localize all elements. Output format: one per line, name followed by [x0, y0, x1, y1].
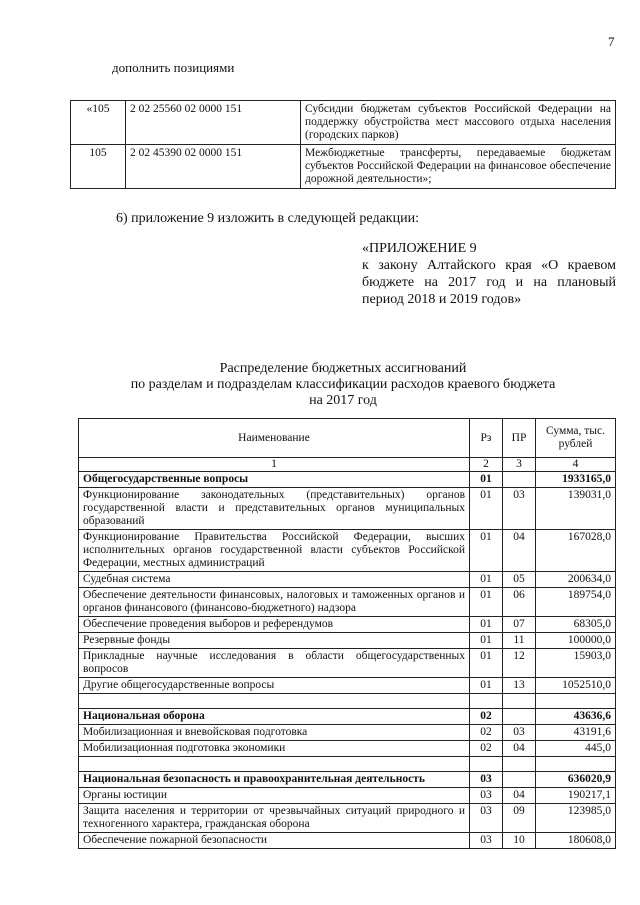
row-name: Обеспечение пожарной безопасности	[79, 833, 470, 849]
column-header-pr: ПР	[503, 419, 536, 458]
code-row-budget-code: 2 02 25560 02 0000 151	[126, 101, 301, 145]
row-name: Мобилизационная и вневойсковая подготовка	[79, 725, 470, 741]
row-subsection-code: 07	[503, 617, 536, 633]
row-subsection-code: 11	[503, 633, 536, 649]
document-title-line: на 2017 год	[309, 393, 377, 408]
annex-title: «ПРИЛОЖЕНИЕ 9	[362, 241, 477, 256]
row-name: Обеспечение проведения выборов и референдумов	[79, 617, 470, 633]
row-section-code	[470, 757, 503, 772]
row-section-code: 02	[470, 709, 503, 725]
row-section-code: 02	[470, 741, 503, 757]
amendment-item-6: 6) приложение 9 изложить в следующей редакции:	[116, 211, 419, 226]
row-section-code: 01	[470, 617, 503, 633]
row-name: Мобилизационная подготовка экономики	[79, 741, 470, 757]
table-row	[79, 741, 616, 757]
row-amount: 190217,1	[536, 788, 616, 804]
row-amount: 167028,0	[536, 530, 616, 572]
column-number: 1	[79, 458, 470, 472]
column-header-rz: Рз	[470, 419, 503, 458]
row-amount: 100000,0	[536, 633, 616, 649]
table-header-row	[79, 419, 616, 458]
code-row	[71, 101, 616, 145]
row-name	[79, 757, 470, 772]
row-name: Прикладные научные исследования в области общегосударственных вопросов	[79, 649, 470, 678]
row-section-code: 01	[470, 530, 503, 572]
row-amount	[536, 757, 616, 772]
row-subsection-code: 04	[503, 788, 536, 804]
row-subsection-code: 10	[503, 833, 536, 849]
table-row	[79, 788, 616, 804]
code-row	[71, 145, 616, 189]
row-section-code	[470, 694, 503, 709]
row-name: Обеспечение деятельности финансовых, налоговых и таможенных органов и органов финансового (финансово-бюджетного) надзора	[79, 588, 470, 617]
column-header-sum: Сумма, тыс. рублей	[536, 419, 616, 458]
row-subsection-code	[503, 472, 536, 488]
row-amount	[536, 694, 616, 709]
row-name: Функционирование законодательных (представительных) органов государственной власти и представительных органов муниципальных образований	[79, 488, 470, 530]
row-name: Функционирование Правительства Российской Федерации, высших исполнительных органов государственной власти субъектов Российской Федерации, местных администраций	[79, 530, 470, 572]
column-number: 2	[470, 458, 503, 472]
table-row	[79, 472, 616, 488]
row-section-code: 03	[470, 788, 503, 804]
row-subsection-code: 03	[503, 725, 536, 741]
row-subsection-code: 06	[503, 588, 536, 617]
row-subsection-code: 05	[503, 572, 536, 588]
row-subsection-code: 12	[503, 649, 536, 678]
row-name	[79, 694, 470, 709]
row-amount: 43636,6	[536, 709, 616, 725]
row-subsection-code: 09	[503, 804, 536, 833]
row-name: Общегосударственные вопросы	[79, 472, 470, 488]
row-amount: 68305,0	[536, 617, 616, 633]
row-name: Защита населения и территории от чрезвычайных ситуаций природного и техногенного характера, гражданская оборона	[79, 804, 470, 833]
table-row	[79, 725, 616, 741]
code-row-description: Субсидии бюджетам субъектов Российской Федерации на поддержку обустройства мест массового отдыха населения (городских парков)	[301, 101, 616, 145]
column-header-name: Наименование	[79, 419, 470, 458]
row-section-code: 01	[470, 678, 503, 694]
row-amount: 139031,0	[536, 488, 616, 530]
row-amount: 189754,0	[536, 588, 616, 617]
row-section-code: 01	[470, 572, 503, 588]
code-row-admin-code: 105	[71, 145, 126, 189]
row-amount: 200634,0	[536, 572, 616, 588]
table-row	[79, 633, 616, 649]
row-amount: 445,0	[536, 741, 616, 757]
row-subsection-code: 03	[503, 488, 536, 530]
row-name: Национальная безопасность и правоохранительная деятельность	[79, 772, 470, 788]
row-amount: 1052510,0	[536, 678, 616, 694]
budget-table-body	[79, 472, 616, 849]
code-row-description: Межбюджетные трансферты, передаваемые бюджетам субъектов Российской Федерации на финансовое обеспечение дорожной деятельности»;	[301, 145, 616, 189]
annex-header	[362, 240, 616, 308]
table-row	[79, 488, 616, 530]
row-section-code: 01	[470, 488, 503, 530]
row-name: Резервные фонды	[79, 633, 470, 649]
page-number: 7	[608, 34, 615, 49]
table-row	[79, 617, 616, 633]
table-row	[79, 833, 616, 849]
table-spacer-row	[79, 757, 616, 772]
row-subsection-code: 04	[503, 741, 536, 757]
row-subsection-code	[503, 709, 536, 725]
column-number: 4	[536, 458, 616, 472]
document-title-line: Распределение бюджетных ассигнований	[219, 361, 467, 376]
table-spacer-row	[79, 694, 616, 709]
row-section-code: 01	[470, 633, 503, 649]
table-row	[79, 649, 616, 678]
row-amount: 43191,6	[536, 725, 616, 741]
row-subsection-code: 13	[503, 678, 536, 694]
table-row	[79, 678, 616, 694]
table-row	[79, 772, 616, 788]
row-section-code: 03	[470, 833, 503, 849]
table-row	[79, 709, 616, 725]
annex-law-line: период 2018 и 2019 годов»	[362, 292, 522, 307]
row-amount: 123985,0	[536, 804, 616, 833]
row-section-code: 02	[470, 725, 503, 741]
row-amount: 15903,0	[536, 649, 616, 678]
row-name: Органы юстиции	[79, 788, 470, 804]
row-section-code: 03	[470, 804, 503, 833]
row-section-code: 03	[470, 772, 503, 788]
row-name: Судебная система	[79, 572, 470, 588]
table-row	[79, 588, 616, 617]
annex-law-line: к закону Алтайского края «О краевом	[362, 258, 616, 273]
document-title	[70, 361, 616, 409]
row-subsection-code	[503, 694, 536, 709]
row-name: Другие общегосударственные вопросы	[79, 678, 470, 694]
table-row	[79, 572, 616, 588]
row-amount: 636020,9	[536, 772, 616, 788]
code-row-admin-code: «105	[71, 101, 126, 145]
row-amount: 180608,0	[536, 833, 616, 849]
code-row-budget-code: 2 02 45390 02 0000 151	[126, 145, 301, 189]
annex-law-line: бюджете на 2017 год и на плановый	[362, 275, 616, 290]
table-row	[79, 804, 616, 833]
budget-allocation-table	[78, 418, 616, 849]
row-section-code: 01	[470, 649, 503, 678]
row-subsection-code: 04	[503, 530, 536, 572]
revenue-codes-table	[70, 100, 616, 189]
document-title-line: по разделам и подразделам классификации расходов краевого бюджета	[130, 377, 556, 392]
column-number: 3	[503, 458, 536, 472]
row-amount: 1933165,0	[536, 472, 616, 488]
row-section-code: 01	[470, 472, 503, 488]
row-name: Национальная оборона	[79, 709, 470, 725]
table-column-numbers-row	[79, 458, 616, 472]
row-subsection-code	[503, 772, 536, 788]
row-section-code: 01	[470, 588, 503, 617]
intro-text: дополнить позициями	[112, 60, 235, 75]
row-subsection-code	[503, 757, 536, 772]
table-row	[79, 530, 616, 572]
